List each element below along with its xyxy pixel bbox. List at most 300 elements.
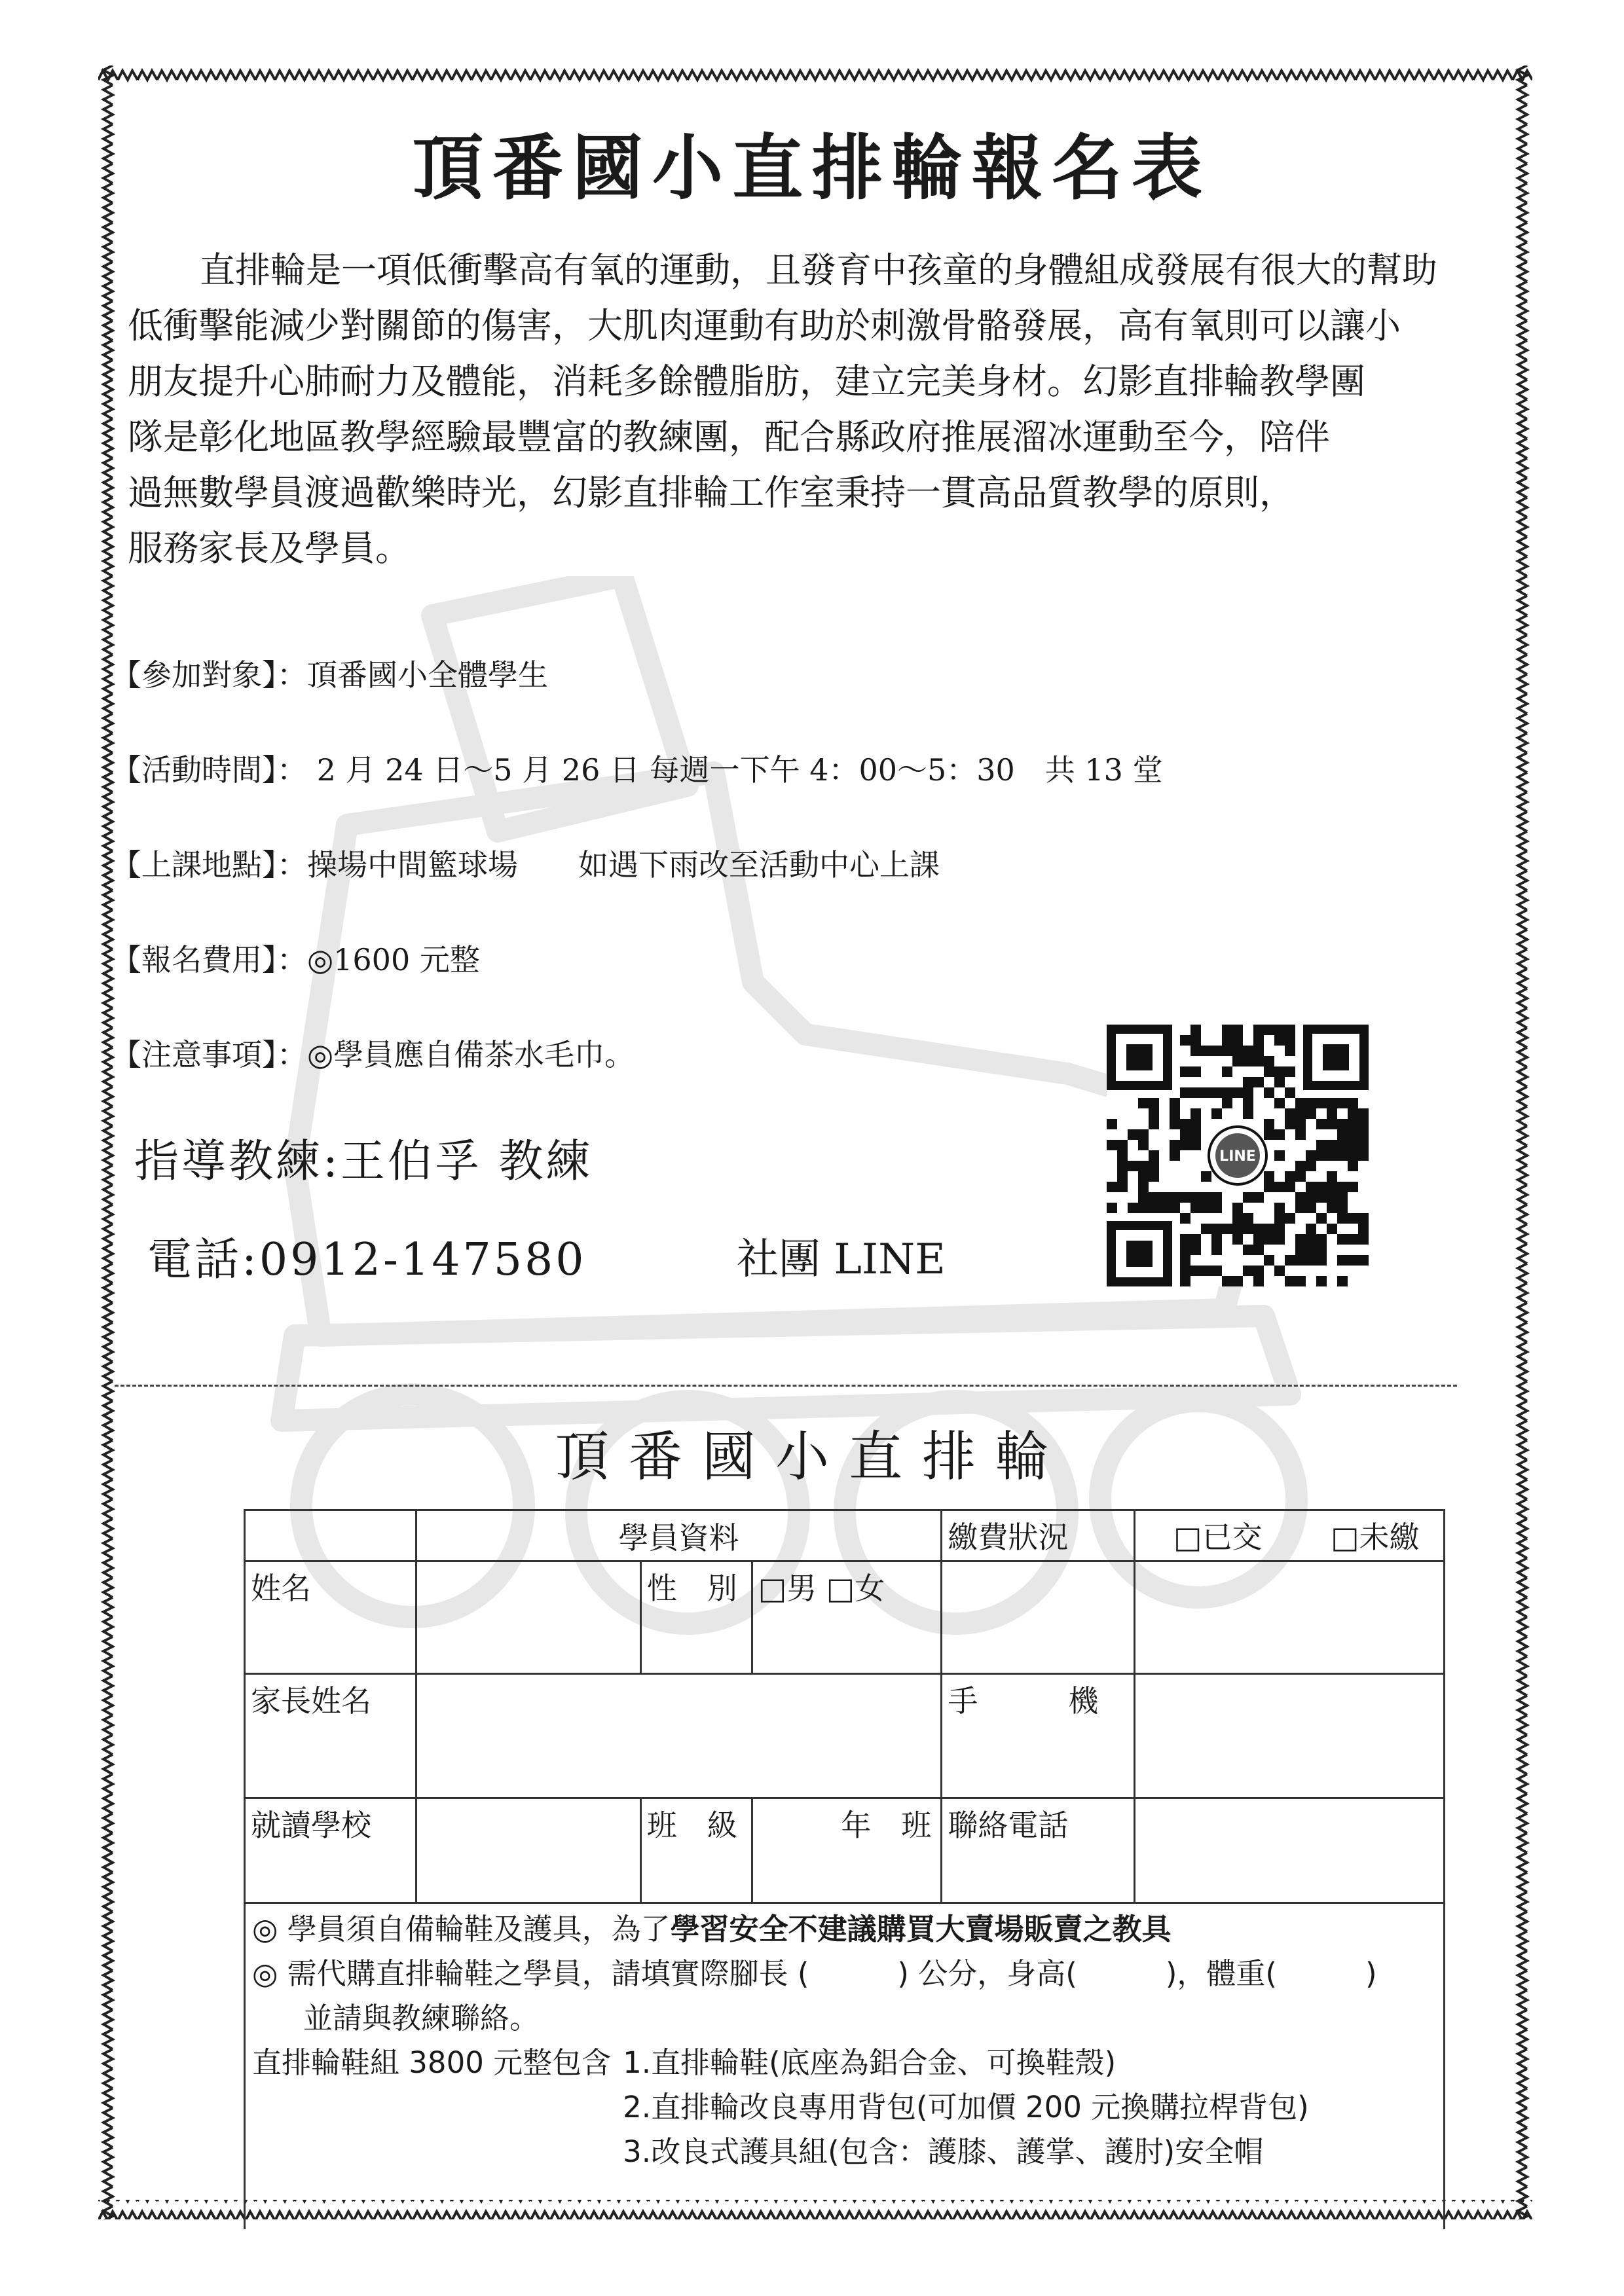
qr-module (1190, 1234, 1201, 1245)
line-qr-code[interactable] (1107, 1025, 1369, 1286)
qr-module (1117, 1150, 1128, 1161)
qr-module (1149, 1119, 1159, 1129)
qr-module (1232, 1203, 1243, 1213)
qr-module (1190, 1192, 1201, 1203)
qr-module (1274, 1025, 1285, 1035)
qr-module (1180, 1035, 1190, 1046)
qr-module (1295, 1108, 1306, 1119)
qr-module (1201, 1192, 1211, 1203)
qr-module (1149, 1108, 1159, 1119)
qr-module (1264, 1171, 1274, 1182)
qr-module (1285, 1066, 1295, 1077)
qr-module (1232, 1213, 1243, 1224)
coach-name: 指導教練:王伯孚 教練 (134, 1136, 593, 1188)
qr-module (1190, 1266, 1201, 1276)
qr-module (1190, 1066, 1201, 1077)
qr-module (1128, 1203, 1138, 1213)
qr-module (1327, 1119, 1337, 1129)
qr-module (1107, 1140, 1117, 1150)
intro-line: 服務家長及學員。 (128, 528, 411, 569)
qr-module (1264, 1025, 1274, 1035)
note-equipment-warning: 學習安全不建議購買大賣場販賣之教具 (670, 1912, 1172, 1946)
qr-module (1274, 1203, 1285, 1213)
qr-module (1295, 1276, 1306, 1286)
school-field[interactable] (416, 1798, 640, 1903)
qr-module (1358, 1234, 1369, 1245)
qr-module (1201, 1087, 1211, 1098)
qr-module (1190, 1025, 1201, 1035)
info-place (111, 841, 940, 884)
qr-module (1253, 1245, 1264, 1255)
qr-module (1243, 1098, 1253, 1108)
qr-module (1253, 1266, 1264, 1276)
qr-module (1170, 1140, 1180, 1150)
qr-module (1285, 1182, 1295, 1192)
qr-module (1306, 1150, 1316, 1161)
qr-module (1316, 1245, 1327, 1255)
qr-module (1306, 1108, 1316, 1119)
qr-module (1358, 1224, 1369, 1234)
qr-module (1138, 1203, 1149, 1213)
qr-module (1211, 1192, 1222, 1203)
qr-module (1264, 1087, 1274, 1098)
qr-module (1243, 1213, 1253, 1224)
qr-module (1180, 1140, 1190, 1150)
qr-module (1180, 1255, 1190, 1266)
qr-module (1243, 1077, 1253, 1087)
qr-module (1128, 1161, 1138, 1171)
qr-module (1316, 1140, 1327, 1150)
qr-module (1295, 1203, 1306, 1213)
qr-module (1180, 1234, 1190, 1245)
qr-module (1117, 1171, 1128, 1182)
qr-module (1180, 1119, 1190, 1129)
qr-module (1211, 1108, 1222, 1119)
qr-module (1190, 1129, 1201, 1140)
qr-module (1285, 1171, 1295, 1182)
qr-module (1138, 1192, 1149, 1203)
qr-module (1222, 1046, 1232, 1056)
info-time-value: ： 2 月 24 日～5 月 26 日 每週一下午 4：00～5：30 共 13 堂 (277, 752, 1163, 788)
school-label: 就讀學校 (245, 1798, 416, 1903)
info-place-label: 【上課地點】 (111, 847, 277, 883)
mobile-label: 手 機 (942, 1674, 1135, 1798)
qr-module (1306, 1255, 1316, 1266)
qr-module (1264, 1255, 1274, 1266)
qr-module (1253, 1192, 1264, 1203)
mobile-field[interactable] (1135, 1674, 1445, 1798)
qr-module (1327, 1108, 1337, 1119)
qr-module (1306, 1098, 1316, 1108)
qr-module (1243, 1224, 1253, 1234)
qr-module (1180, 1266, 1190, 1276)
table-row (245, 1510, 1445, 1561)
intro-line: 朋友提升心肺耐力及體能，消耗多餘體脂肪，建立完美身材。幻影直排輪教學團 (128, 361, 1365, 402)
qr-module (1253, 1046, 1264, 1056)
paid-checkbox[interactable]: □已交 (1173, 1520, 1263, 1555)
qr-module (1348, 1255, 1358, 1266)
qr-module (1253, 1224, 1264, 1234)
info-target-value: ：頂番國小全體學生 (277, 657, 548, 693)
skate-kit (252, 2041, 1437, 2174)
qr-module (1348, 1182, 1358, 1192)
qr-module (1170, 1203, 1180, 1213)
qr-module (1138, 1161, 1149, 1171)
info-place-value: ：操場中間籃球場 如遇下雨改至活動中心上課 (277, 847, 940, 883)
qr-module (1159, 1203, 1170, 1213)
qr-module (1170, 1108, 1180, 1119)
qr-module (1211, 1046, 1222, 1056)
qr-module (1327, 1182, 1337, 1192)
qr-module (1243, 1108, 1253, 1119)
qr-module (1107, 1182, 1117, 1192)
qr-module (1211, 1224, 1222, 1234)
qr-module (1306, 1161, 1316, 1171)
qr-module (1253, 1025, 1264, 1035)
qr-module (1337, 1192, 1348, 1203)
qr-module (1222, 1276, 1232, 1286)
note-equipment (252, 1907, 1437, 1952)
qr-module (1295, 1255, 1306, 1266)
parent-name-label: 家長姓名 (245, 1674, 416, 1798)
qr-module (1285, 1108, 1295, 1119)
qr-module (1180, 1213, 1190, 1224)
qr-module (1285, 1035, 1295, 1046)
qr-module (1117, 1161, 1128, 1171)
qr-module (1264, 1129, 1274, 1140)
qr-module (1264, 1119, 1274, 1129)
qr-module (1253, 1077, 1264, 1087)
qr-module (1337, 1140, 1348, 1150)
qr-module (1222, 1035, 1232, 1046)
qr-module (1358, 1108, 1369, 1119)
qr-module (1348, 1119, 1358, 1129)
qr-module (1327, 1150, 1337, 1161)
payment-status-header: 繳費狀況 (942, 1510, 1135, 1561)
info-fee (111, 936, 480, 979)
qr-module (1222, 1066, 1232, 1077)
qr-module (1138, 1182, 1149, 1192)
page-title: 頂番國小直排輪報名表 (412, 127, 1211, 210)
qr-module (1327, 1192, 1337, 1203)
qr-module (1295, 1171, 1306, 1182)
qr-module (1337, 1129, 1348, 1140)
qr-module (1316, 1255, 1327, 1266)
qr-module (1180, 1129, 1190, 1140)
grade-class-field[interactable]: 年 班 (752, 1798, 942, 1903)
qr-module (1232, 1224, 1243, 1234)
qr-module (1138, 1140, 1149, 1150)
notes-section (244, 1902, 1445, 2229)
cut-line-divider (115, 1385, 1457, 1387)
qr-module (1337, 1255, 1348, 1266)
contact-phone: 電話:0912-147580 (147, 1234, 587, 1286)
intro-paragraph (128, 242, 1509, 576)
qr-module (1128, 1129, 1138, 1140)
info-target (111, 651, 548, 695)
qr-module (1211, 1203, 1222, 1213)
qr-module (1358, 1255, 1369, 1266)
qr-module (1358, 1140, 1369, 1150)
qr-module (1138, 1129, 1149, 1140)
qr-module (1201, 1171, 1211, 1182)
qr-module (1180, 1087, 1190, 1098)
qr-module (1264, 1234, 1274, 1245)
contact-phone-field[interactable] (1135, 1798, 1445, 1903)
qr-module (1274, 1035, 1285, 1046)
qr-module (1149, 1161, 1159, 1171)
qr-module (1243, 1266, 1253, 1276)
intro-line: 過無數學員渡過歡樂時光，幻影直排輪工作室秉持一貫高品質教學的原則， (128, 472, 1295, 513)
qr-module (1253, 1035, 1264, 1046)
qr-module (1201, 1046, 1211, 1056)
qr-module (1222, 1098, 1232, 1108)
qr-module (1232, 1087, 1243, 1098)
qr-module (1348, 1140, 1358, 1150)
qr-module (1306, 1245, 1316, 1255)
qr-module (1201, 1266, 1211, 1276)
qr-module (1348, 1213, 1358, 1224)
list-item: 3.改良式護具組(包含：護膝、護掌、護肘)安全帽 (623, 2134, 1264, 2169)
qr-module (1316, 1276, 1327, 1286)
qr-module (1337, 1234, 1348, 1245)
list-item: 2.直排輪改良專用背包(可加價 200 元換購拉桿背包) (623, 2090, 1309, 2124)
table-cell (1135, 1561, 1445, 1674)
note-purchase-cont: 並請與教練聯絡。 (303, 2001, 540, 2035)
qr-module (1243, 1192, 1253, 1203)
payment-status-options (1135, 1510, 1445, 1561)
qr-module (1348, 1098, 1358, 1108)
skate-kit-label: 直排輪鞋組 3800 元整包含 (252, 2045, 612, 2080)
qr-module (1159, 1192, 1170, 1203)
qr-module (1295, 1192, 1306, 1203)
qr-module (1180, 1192, 1190, 1203)
qr-module (1232, 1056, 1243, 1066)
qr-module (1264, 1224, 1274, 1234)
qr-module (1358, 1129, 1369, 1140)
qr-module (1337, 1213, 1348, 1224)
qr-module (1149, 1203, 1159, 1213)
qr-module (1348, 1150, 1358, 1161)
qr-module (1149, 1192, 1159, 1203)
name-field[interactable] (416, 1561, 640, 1674)
qr-module (1285, 1046, 1295, 1056)
info-time (111, 746, 1163, 790)
qr-module (1285, 1255, 1295, 1266)
qr-module (1211, 1266, 1222, 1276)
qr-module (1180, 1276, 1190, 1286)
qr-module (1138, 1098, 1149, 1108)
qr-module (1285, 1213, 1295, 1224)
qr-module (1149, 1098, 1159, 1108)
qr-module (1274, 1129, 1285, 1140)
qr-module (1232, 1234, 1243, 1245)
qr-module (1306, 1182, 1316, 1192)
qr-module (1285, 1087, 1295, 1098)
qr-module (1264, 1056, 1274, 1066)
qr-module (1274, 1234, 1285, 1245)
qr-module (1232, 1035, 1243, 1046)
unpaid-checkbox[interactable]: □未繳 (1331, 1520, 1420, 1555)
qr-module (1348, 1108, 1358, 1119)
qr-module (1316, 1119, 1327, 1129)
qr-module (1201, 1203, 1211, 1213)
qr-module (1295, 1119, 1306, 1129)
qr-module (1149, 1150, 1159, 1161)
qr-module (1306, 1203, 1316, 1213)
qr-module (1243, 1245, 1253, 1255)
qr-module (1170, 1150, 1180, 1161)
gender-label: 性 別 (640, 1561, 752, 1674)
info-notice-label: 【注意事項】 (111, 1037, 277, 1072)
qr-module (1222, 1087, 1232, 1098)
student-info-header: 學員資料 (416, 1510, 942, 1561)
qr-module (1222, 1025, 1232, 1035)
qr-module (1337, 1182, 1348, 1192)
qr-module (1243, 1087, 1253, 1098)
qr-module (1295, 1098, 1306, 1108)
list-item: 1.直排輪鞋(底座為鋁合金、可換鞋殼) (623, 2045, 1116, 2080)
qr-module (1117, 1140, 1128, 1150)
qr-module (1211, 1245, 1222, 1255)
qr-module (1316, 1234, 1327, 1245)
info-target-label: 【參加對象】 (111, 657, 277, 693)
qr-module (1316, 1213, 1327, 1224)
qr-module (1253, 1276, 1264, 1286)
qr-module (1190, 1108, 1201, 1119)
info-time-label: 【活動時間】 (111, 752, 277, 788)
table-row (245, 1674, 1445, 1798)
qr-module (1316, 1098, 1327, 1108)
form-title: 頂番國小直排輪 (555, 1426, 1069, 1488)
qr-module (1274, 1150, 1285, 1161)
qr-module (1295, 1129, 1306, 1140)
qr-module (1274, 1213, 1285, 1224)
qr-module (1190, 1119, 1201, 1129)
intro-line: 直排輪是一項低衝擊高有氧的運動，且發育中孩童的身體組成發展有很大的幫助 (200, 249, 1437, 291)
qr-module (1170, 1098, 1180, 1108)
line-badge-icon: LINE (1219, 1148, 1256, 1165)
qr-module (1190, 1046, 1201, 1056)
qr-module (1327, 1203, 1337, 1213)
info-fee-value: ：◎1600 元整 (277, 942, 480, 977)
qr-module (1306, 1224, 1316, 1234)
qr-module (1316, 1182, 1327, 1192)
qr-module (1337, 1119, 1348, 1129)
intro-line: 隊是彰化地區教學經驗最豐富的教練團，配合縣政府推展溜冰運動至今，陪伴 (128, 416, 1330, 458)
info-notice-value: ：◎學員應自備茶水毛巾。 (277, 1037, 635, 1072)
qr-module (1337, 1276, 1348, 1286)
qr-module (1211, 1234, 1222, 1245)
qr-module (1107, 1119, 1117, 1129)
qr-module (1274, 1066, 1285, 1077)
qr-module (1337, 1098, 1348, 1108)
qr-module (1274, 1182, 1285, 1192)
qr-module (1190, 1087, 1201, 1098)
qr-module (1190, 1035, 1201, 1046)
qr-module (1190, 1140, 1201, 1150)
qr-module (1337, 1203, 1348, 1213)
qr-module (1180, 1245, 1190, 1255)
qr-module (1316, 1150, 1327, 1161)
registration-form-table (244, 1509, 1445, 1904)
qr-module (1337, 1150, 1348, 1161)
qr-module (1264, 1182, 1274, 1192)
class-label: 班 級 (640, 1798, 752, 1903)
qr-module (1243, 1046, 1253, 1056)
qr-module (1274, 1266, 1285, 1276)
qr-module (1264, 1066, 1274, 1077)
intro-line: 低衝擊能減少對關節的傷害，大肌肉運動有助於刺激骨骼發展，高有氧則可以讓小 (128, 305, 1401, 346)
qr-module (1180, 1066, 1190, 1077)
qr-module (1316, 1192, 1327, 1203)
qr-module (1348, 1234, 1358, 1245)
table-cell (245, 1510, 416, 1561)
qr-module (1295, 1234, 1306, 1245)
qr-module (1358, 1150, 1369, 1161)
qr-module (1306, 1192, 1316, 1203)
qr-module (1253, 1234, 1264, 1245)
qr-module (1201, 1224, 1211, 1234)
name-label: 姓名 (245, 1561, 416, 1674)
qr-module (1117, 1182, 1128, 1192)
qr-module (1253, 1056, 1264, 1066)
qr-module (1232, 1025, 1243, 1035)
qr-module (1358, 1119, 1369, 1129)
qr-module (1327, 1098, 1337, 1108)
qr-module (1243, 1056, 1253, 1066)
qr-module (1285, 1276, 1295, 1286)
table-row (245, 1561, 1445, 1674)
table-row (245, 1798, 1445, 1903)
qr-module (1327, 1171, 1337, 1182)
qr-module (1170, 1119, 1180, 1129)
note-equipment-text: ◎ 學員須自備輪鞋及護具，為了 (252, 1912, 671, 1946)
qr-module (1211, 1087, 1222, 1098)
info-fee-label: 【報名費用】 (111, 942, 277, 977)
qr-module (1149, 1171, 1159, 1182)
qr-module (1274, 1224, 1285, 1234)
qr-module (1138, 1171, 1149, 1182)
table-cell (942, 1561, 1135, 1674)
qr-module (1285, 1119, 1295, 1129)
parent-name-field[interactable] (416, 1674, 942, 1798)
gender-options[interactable]: □男 □女 (752, 1561, 942, 1674)
qr-module (1232, 1276, 1243, 1286)
line-group-label: 社團 LINE (737, 1235, 946, 1284)
qr-module (1327, 1140, 1337, 1150)
qr-module (1190, 1245, 1201, 1255)
qr-module (1358, 1213, 1369, 1224)
qr-module (1306, 1234, 1316, 1245)
contact-phone-label: 聯絡電話 (942, 1798, 1135, 1903)
qr-module (1232, 1046, 1243, 1056)
note-purchase: ◎ 需代購直排輪鞋之學員，請填實際腳長 ( ) 公分，身高( )，體重( ) (252, 1956, 1377, 1991)
qr-module (1295, 1161, 1306, 1171)
qr-module (1107, 1203, 1117, 1213)
qr-module (1274, 1077, 1285, 1087)
qr-module (1170, 1192, 1180, 1203)
qr-module (1285, 1025, 1295, 1035)
qr-module (1190, 1203, 1201, 1213)
qr-module (1348, 1161, 1358, 1171)
skate-kit-items (623, 2041, 1309, 2174)
qr-module (1222, 1224, 1232, 1234)
qr-module (1327, 1224, 1337, 1234)
qr-module (1274, 1098, 1285, 1108)
qr-module (1348, 1129, 1358, 1140)
info-notice (111, 1031, 635, 1074)
